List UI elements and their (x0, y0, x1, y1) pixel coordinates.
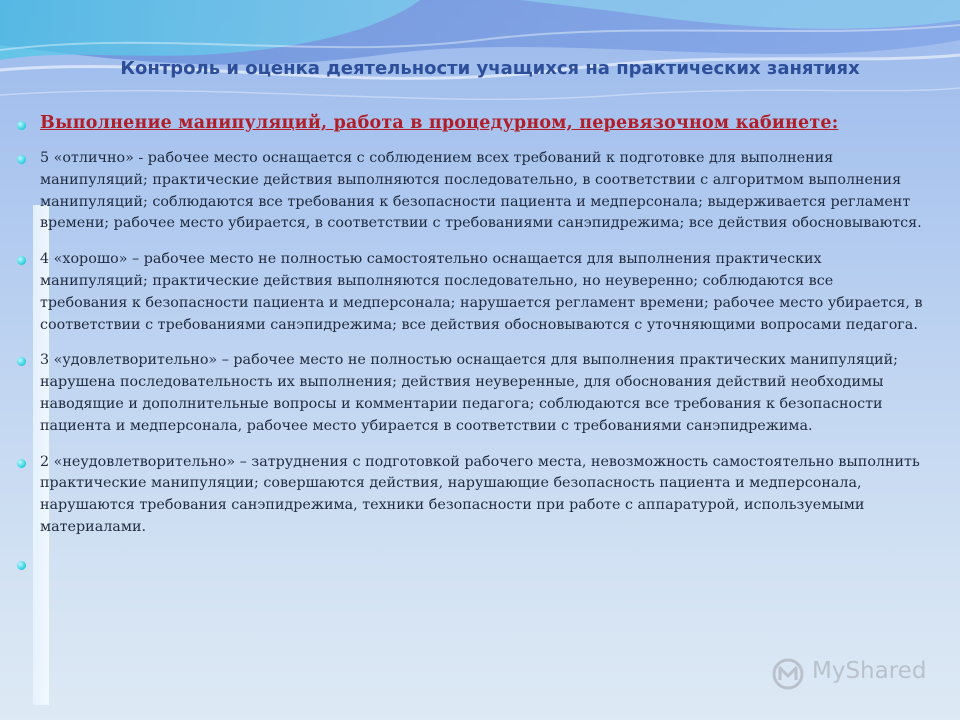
bullet-icon (17, 121, 26, 130)
bullet-icon (17, 561, 26, 570)
grade-good-item (0, 249, 925, 336)
bullet-icon (17, 357, 26, 366)
grade-unsatisfactory-text: 2 «неудовлетворительно» – затруднения с подготовкой рабочего места, невозможность самостоятельно выполнить практические манипуляции; совершаются действия, нарушающие безопасность пациента и медперсонала, нарушаются требования санэпидрежима, техники безопасности при работе с аппаратурой, используемыми материалами. (40, 453, 920, 535)
myshared-watermark (768, 656, 938, 692)
myshared-logo-icon (770, 656, 806, 692)
empty-list-item (0, 553, 925, 573)
grade-excellent-item (0, 148, 925, 235)
grade-excellent-text: 5 «отлично» - рабочее место оснащается с соблюдением всех требований к подготовке для выполнения манипуляций; практические действия выполняются последовательно, в соответствии с алгоритмом выполнения манипуляций; соблюдаются все требования к безопасности пациента и медперсонала; выдерживается регламент времени; рабочее место убирается, в соответствии с требованиями санэпидрежима; все действия обосновываются. (40, 150, 922, 232)
section-heading: Выполнение манипуляций, работа в процедурном, перевязочном кабинете: (40, 113, 839, 133)
grade-satisfactory-text: 3 «удовлетворительно» – рабочее место не полностью оснащается для выполнения практических манипуляций; нарушена последовательность их выполнения; действия неуверенные, для обоснования действий необходимы наводящие и дополнительные вопросы и комментарии педагога; соблюдаются все требования к безопасности пациента и медперсонала, рабочее место убирается в соответствии с требованиями санэпидрежима. (40, 352, 898, 434)
slide-body (0, 112, 960, 573)
heading-item (0, 112, 925, 134)
bullet-icon (17, 459, 26, 468)
bullet-icon (17, 256, 26, 265)
grade-unsatisfactory-item (0, 452, 925, 539)
slide-title: Контроль и оценка деятельности учащихся на практических занятиях (120, 58, 860, 79)
bullet-icon (17, 155, 26, 164)
watermark-text: MyShared (812, 658, 927, 684)
grade-satisfactory-item (0, 350, 925, 437)
grade-good-text: 4 «хорошо» – рабочее место не полностью самостоятельно оснащается для выполнения практических манипуляций; практические действия выполняются последовательно, но неуверенно; соблюдаются все требования к безопасности пациента и медперсонала; нарушается регламент времени; рабочее место убирается, в соответствии с требованиями санэпидрежима; все действия обосновываются с уточняющими вопросами педагога. (40, 251, 923, 333)
